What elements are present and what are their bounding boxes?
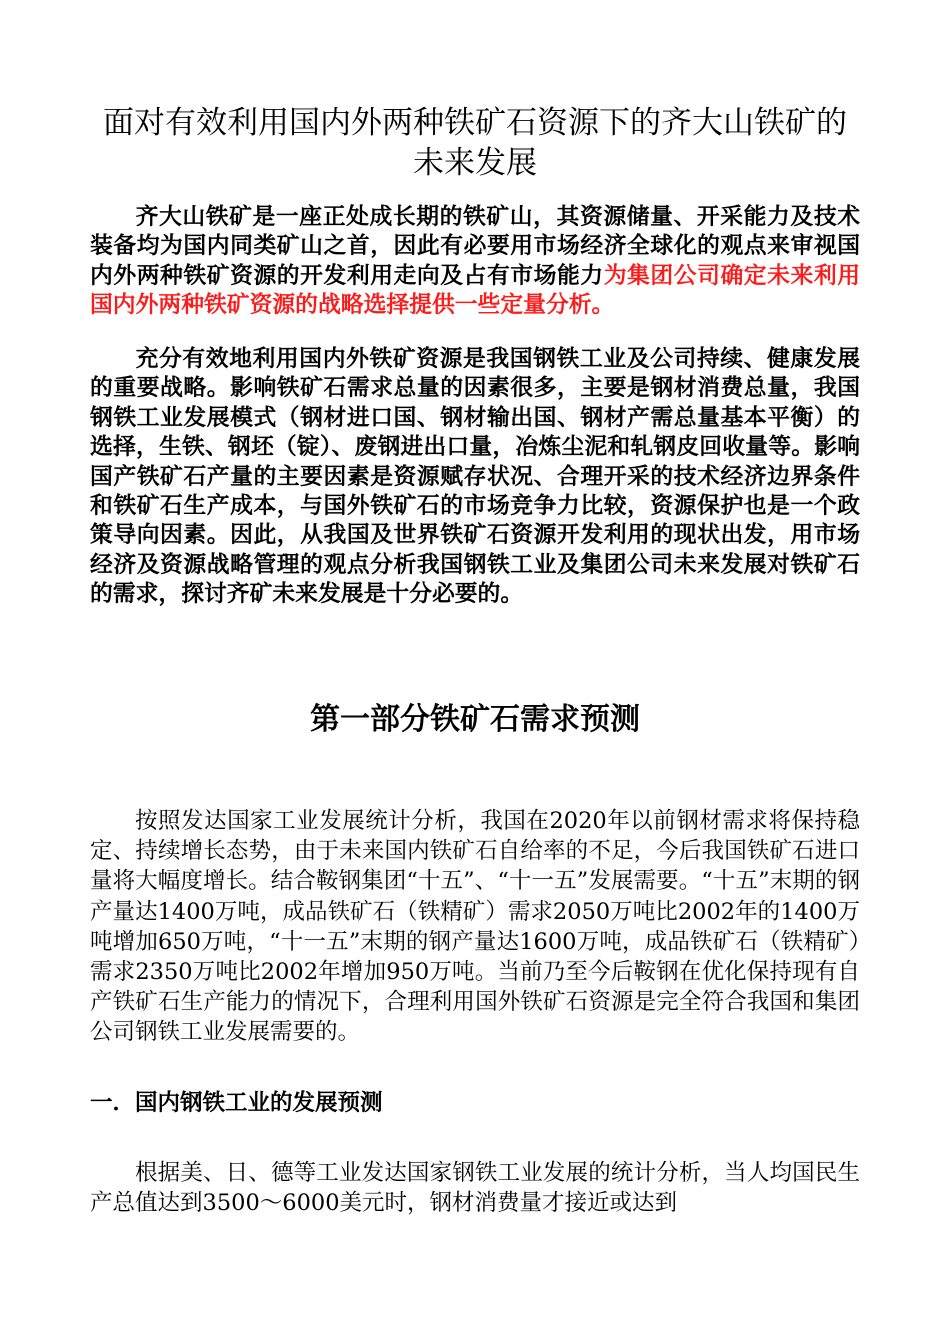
document-title: 面对有效利用国内外两种铁矿石资源下的齐大山铁矿的未来发展 [103,105,847,181]
subsection-heading-1: 一．国内钢铁工业的发展预测 [90,1090,383,1116]
intro-paragraph-1 [90,203,860,321]
intro-paragraph-1-highlight: 为集团公司确定未来利用国内外两种铁矿资源的战略选择提供一些定量分析。 [90,262,861,319]
section-heading-part1: 第一部分铁矿石需求预测 [310,702,640,737]
intro-paragraph-2: 充分有效地利用国内外铁矿资源是我国钢铁工业及公司持续、健康发展的重要战略。影响铁矿石需求总量的因素很多，主要是钢材消费总量，我国钢铁工业发展模式（钢材进口国、钢材输出国、钢材产需总量基本平衡）的选择，生铁、钢坯（锭）、废钢进出口量，冶炼尘泥和轧钢皮回收量等。影响国产铁矿石产量的主要因素是资源赋存状况、合理开采的技术经济边界条件和铁矿石生产成本，与国外铁矿石的市场竞争力比较，资源保护也是一个政策导向因素。因此，从我国及世界铁矿石资源开发利用的现状出发，用市场经济及资源战略管理的观点分析我国钢铁工业及集团公司未来发展对铁矿石的需求，探讨齐矿未来发展是十分必要的。 [90,346,860,608]
part1-paragraph-2: 根据美、日、德等工业发达国家钢铁工业发展的统计分析，当人均国民生产总值达到3500～6000美元时，钢材消费量才接近或达到 [90,1160,860,1217]
intro-paragraph-1-text: 齐大山铁矿是一座正处成长期的铁矿山，其资源储量、开采能力及技术装备均为国内同类矿山之首，因此有必要用市场经济全球化的观点来审视国内外两种铁矿资源的开发利用走向及占有市场能力 [90,204,860,289]
part1-paragraph-1: 按照发达国家工业发展统计分析，我国在2020年以前钢材需求将保持稳定、持续增长态势，由于未来国内铁矿石自给率的不足，今后我国铁矿石进口量将大幅度增长。结合鞍钢集团“十五”、“十一五”发展需要。“十五”末期的钢产量达1400万吨，成品铁矿石（铁精矿）需求2050万吨比2002年的1400万吨增加650万吨，“十一五”末期的钢产量达1600万吨，成品铁矿石（铁精矿）需求2350万吨比2002年增加950万吨。当前乃至今后鞍钢在优化保持现有自产铁矿石生产能力的情况下，合理利用国外铁矿石资源是完全符合我国和集团公司钢铁工业发展需要的。 [90,808,860,1046]
